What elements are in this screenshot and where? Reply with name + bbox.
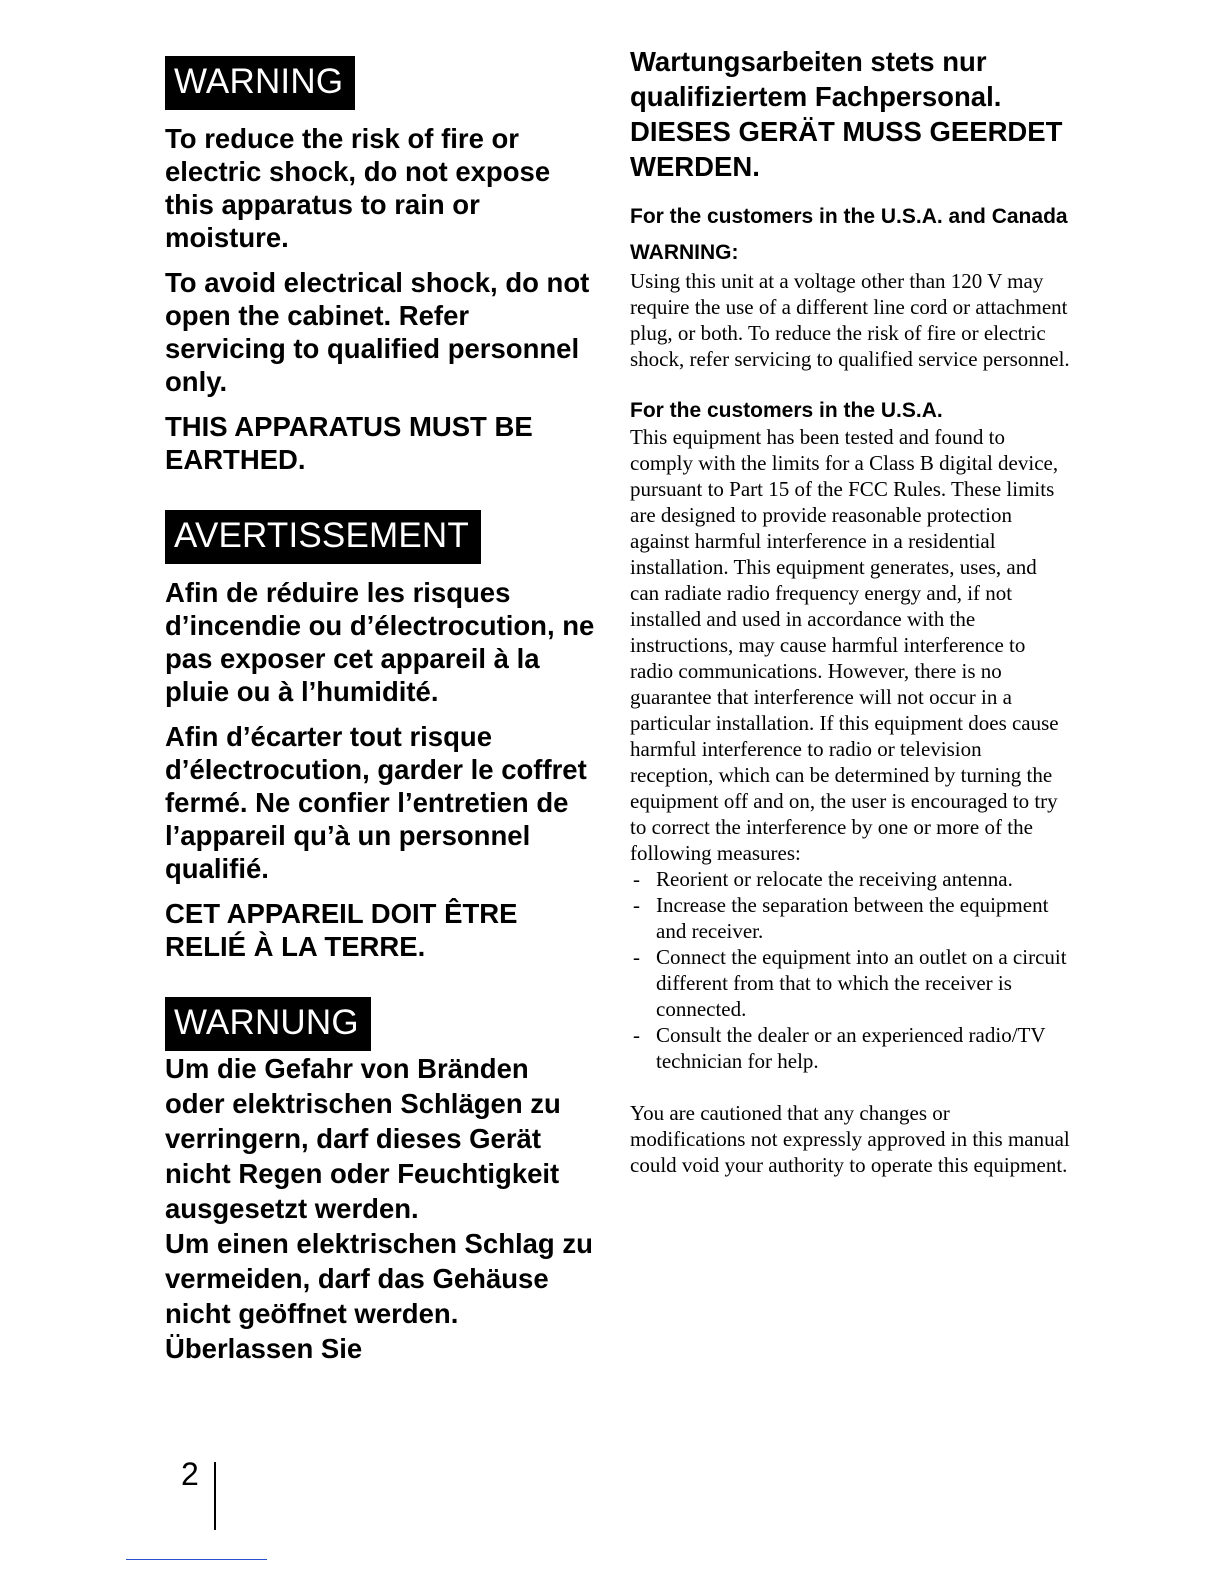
french-earth-text: CET APPAREIL DOIT ÊTRE RELIÉ À LA TERRE. (165, 898, 518, 962)
english-shock-text: To avoid electrical shock, do not open the cabinet. Refer servicing to qualified personnel only. (165, 267, 590, 397)
usa-canada-heading: For the customers in the U.S.A. and Canada (630, 205, 1068, 228)
interference-measures-list (630, 866, 1070, 1074)
voltage-warning-text: Using this unit at a voltage other than 120 V may require the use of a different line cord or attachment plug, or both. To reduce the risk of fire or electric shock, refer servicing to qualified service personnel. (630, 269, 1070, 371)
english-earth-text: THIS APPARATUS MUST BE EARTHED. (165, 411, 533, 475)
warning-label: WARNING (165, 56, 355, 110)
french-warning-text: Afin de réduire les risques d’incendie ou d’électrocution, ne pas exposer cet appareil à la pluie ou à l’humidité. (165, 577, 595, 707)
fcc-compliance-text: This equipment has been tested and found to comply with the limits for a Class B digital device, pursuant to Part 15 of the FCC Rules. These limits are designed to provide reasonable protection against harmful interference in a residential installation. This equipment generates, uses, and can radiate radio frequency energy and, if not installed and used in accordance with the instructions, may cause harmful interference to radio communications. However, there is no guarantee that interference will not occur in a particular installation. If this equipment does cause harmful interference to radio or television reception, which can be determined by turning the equipment off and on, the user is encouraged to try to correct the interference by one or more of the following measures: (630, 425, 1059, 865)
right-column (630, 44, 1070, 1178)
list-item: - Consult the dealer or an experienced radio/TV technician for help. (630, 1022, 1070, 1074)
page-number: 2 (181, 1456, 199, 1492)
english-warning-text: To reduce the risk of fire or electric shock, do not expose this apparatus to rain or moisture. (165, 123, 551, 253)
list-item: - Increase the separation between the equipment and receiver. (630, 892, 1070, 944)
bottom-edge-line (126, 1559, 267, 1560)
german-earth-text: DIESES GERÄT MUSS GEERDET WERDEN. (630, 116, 1063, 182)
list-item: - Connect the equipment into an outlet on a circuit different from that to which the receiver is connected. (630, 944, 1070, 1022)
german-shock-text: Um einen elektrischen Schlag zu vermeiden, darf das Gehäuse nicht geöffnet werden. Überlassen Sie (165, 1228, 593, 1364)
usa-heading: For the customers in the U.S.A. (630, 399, 943, 422)
modification-caution-text: You are cautioned that any changes or modifications not expressly approved in this manual could void your authority to operate this equipment. (630, 1101, 1070, 1177)
warnung-label: WARNUNG (165, 997, 371, 1051)
german-warning-text: Um die Gefahr von Bränden oder elektrischen Schlägen zu verringern, darf dieses Gerät nicht Regen oder Feuchtigkeit ausgesetzt werden. (165, 1053, 561, 1224)
warning-subheading: WARNING: (630, 241, 739, 264)
french-shock-text: Afin d’écarter tout risque d’électrocution, garder le coffret fermé. Ne confier l’entretien de l’appareil qu’à un personnel qualifié. (165, 721, 587, 884)
list-item: - Reorient or relocate the receiving antenna. (630, 866, 1070, 892)
german-shock-text-continued: Wartungsarbeiten stets nur qualifiziertem Fachpersonal. (630, 46, 1002, 112)
left-column (165, 56, 595, 1366)
avertissement-label: AVERTISSEMENT (165, 510, 481, 564)
page-number-rule (214, 1462, 216, 1530)
